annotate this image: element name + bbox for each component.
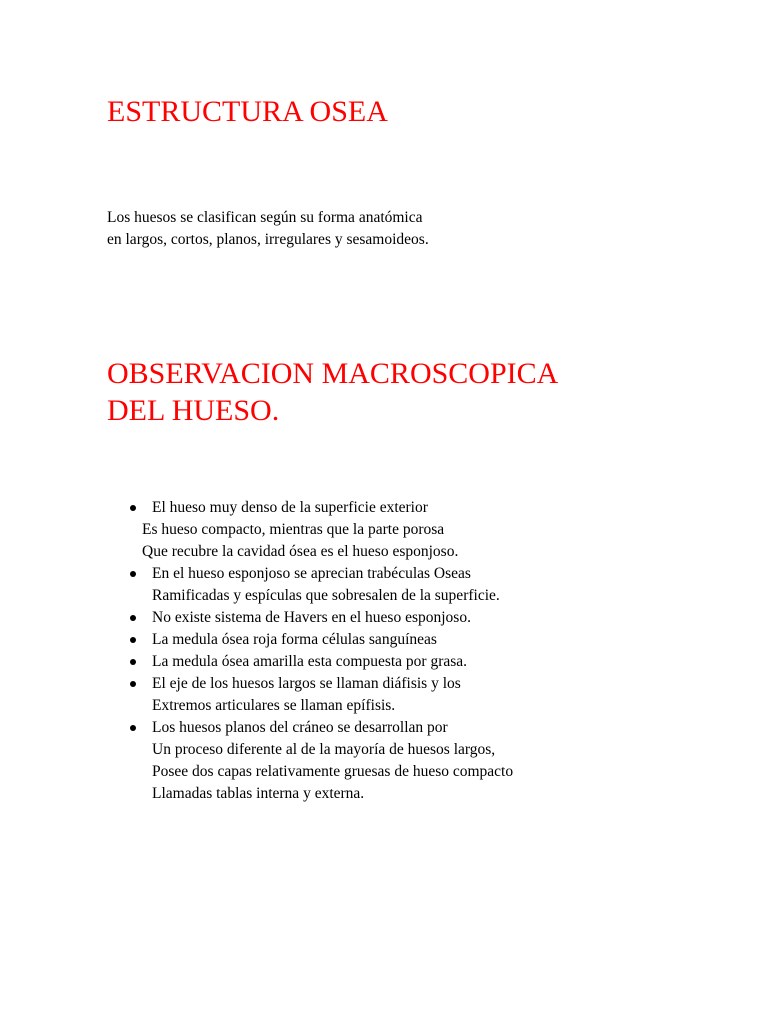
intro-paragraph: [107, 207, 429, 251]
section-heading-line: OBSERVACION MACROSCOPICA: [107, 357, 559, 390]
list-item-line: Los huesos planos del cráneo se desarrollan por: [152, 719, 448, 736]
list-item-line: No existe sistema de Havers en el hueso esponjoso.: [152, 609, 471, 626]
page-title: ESTRUCTURA OSEA: [107, 95, 388, 128]
list-item: [130, 673, 513, 717]
list-item-line: Posee dos capas relativamente gruesas de hueso compacto: [152, 763, 514, 780]
bullet-dot-icon: [130, 659, 136, 665]
list-item: [130, 717, 513, 805]
bullet-dot-icon: [130, 637, 136, 643]
list-item-line: Ramificadas y espículas que sobresalen de la superficie.: [152, 587, 500, 604]
list-item-line: En el hueso esponjoso se aprecian trabéculas Oseas: [152, 565, 471, 582]
list-item-line: La medula ósea roja forma células sanguíneas: [152, 631, 437, 648]
bullet-dot-icon: [130, 505, 136, 511]
list-item-line: Llamadas tablas interna y externa.: [152, 785, 365, 802]
list-item-line: Un proceso diferente al de la mayoría de huesos largos,: [152, 741, 496, 758]
list-item-line: El hueso muy denso de la superficie exterior: [152, 499, 428, 516]
list-item: [130, 629, 513, 651]
list-item-line: El eje de los huesos largos se llaman diáfisis y los: [152, 675, 461, 692]
list-item-line: Extremos articulares se llaman epífisis.: [152, 697, 396, 714]
list-item: [130, 651, 513, 673]
bullet-dot-icon: [130, 571, 136, 577]
list-item-line: Es hueso compacto, mientras que la parte porosa: [142, 521, 445, 538]
list-item-line: Que recubre la cavidad ósea es el hueso esponjoso.: [142, 543, 459, 560]
bullet-dot-icon: [130, 615, 136, 621]
bullet-dot-icon: [130, 681, 136, 687]
intro-line: Los huesos se clasifican según su forma anatómica: [107, 209, 423, 226]
bullet-list: [130, 497, 513, 805]
list-item: [130, 497, 513, 563]
list-item: [130, 607, 513, 629]
bullet-dot-icon: [130, 725, 136, 731]
list-item: [130, 563, 513, 607]
section-heading-line: DEL HUESO.: [107, 394, 280, 427]
list-item-line: La medula ósea amarilla esta compuesta por grasa.: [152, 653, 468, 670]
intro-line: en largos, cortos, planos, irregulares y sesamoideos.: [107, 231, 429, 248]
section-heading: [107, 355, 558, 429]
